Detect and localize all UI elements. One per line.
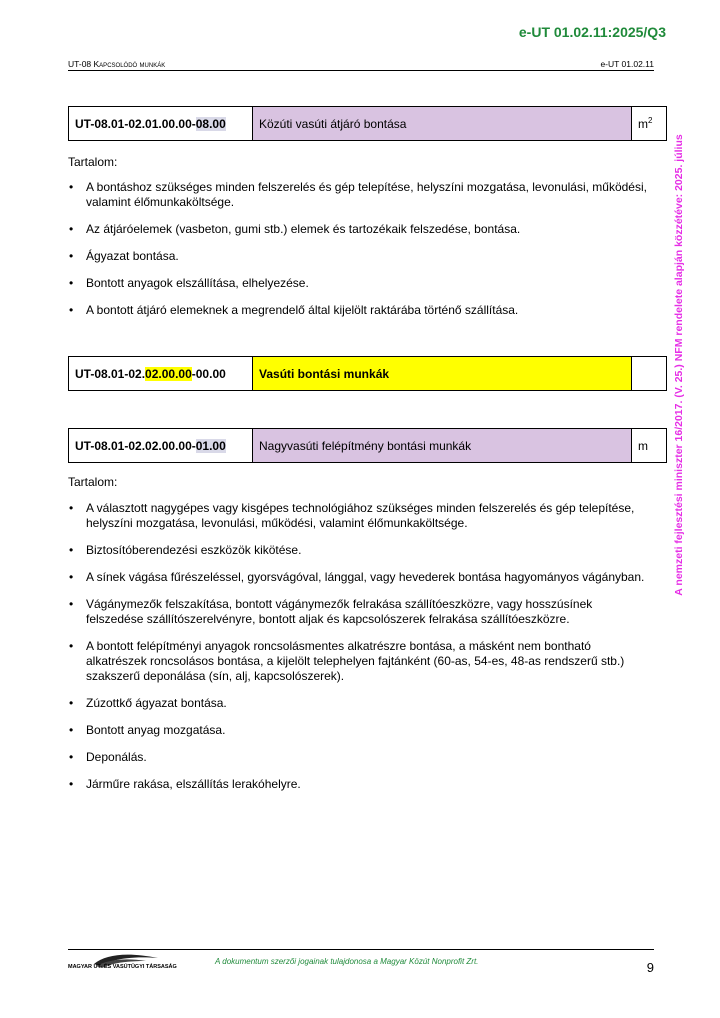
list-item: • Zúzottkő ágyazat bontása. [68,696,648,711]
list-item: • Biztosítóberendezési eszközök kikötése. [68,543,648,558]
footer-rule [68,949,654,950]
content-label: Tartalom: [68,155,118,169]
item-title: Közúti vasúti átjáró bontása [253,107,632,141]
item-unit: $m^2$ [632,107,667,141]
item-table-2 [68,356,667,391]
list-item: • Ágyazat bontása. [68,249,648,264]
logo-text: MAGYAR ÚT- ÉS VASÚTÜGYI TÁRSASÁG [68,964,177,970]
list-item: • A bontáshoz szükséges minden felszerelés és gép telepítése, helyszíni mozgatása, levonulási, működési, valamint élőmunkaköltsége. [68,180,648,210]
item-title: Nagyvasúti felépítmény bontási munkák [253,429,632,463]
content-label: Tartalom: [68,475,118,489]
item-unit: m [632,429,667,463]
page-number: 9 [646,960,654,975]
list-item: • Vágánymezők felszakítása, bontott vágánymezők felrakása szállítóeszközre, vagy hosszúsínek felszedése szállítószerelvényre, bontott aljak és kapcsolószerek felrakása szállítóeszközre. [68,597,648,627]
item-title: Vasúti bontási munkák [253,357,632,391]
list-item: • Az átjáróelemek (vasbeton, gumi stb.) elemek és tartozékaik felszedése, bontása. [68,222,648,237]
content-list-1 [68,180,648,330]
item-table-3 [68,428,667,463]
document-code: e-UT 01.02.11:2025/Q3 [518,24,666,40]
content-list-2 [68,501,648,804]
list-item: • A bontott felépítményi anyagok roncsolásmentes alkatrészre bontása, a másként nem bontható alkatrészek roncsolásos bontása, a kijelölt telephelyen fajtánként (60-as, 54-es, 48-as rendszerű stb.) szakszerű deponálása (sín, alj, kapcsolószerek). [68,639,648,684]
side-publication-note: A nemzeti fejlesztési miniszter 16/2017. (V. 25.) NFM rendelete alapján közzétéve: 2025. július [673,134,685,596]
item-code: UT-08.01-02.01.00.00-08.00 [69,107,253,141]
header-doc-ref: e-UT 01.02.11 [600,59,654,69]
running-header [68,59,654,71]
list-item: • Bontott anyag mozgatása. [68,723,648,738]
item-table-1 [68,106,667,141]
item-code: UT-08.01-02.02.00.00-01.00 [69,429,253,463]
header-section-title: UT-08 Kapcsolódó munkák [68,59,166,69]
list-item: • A sínek vágása fűrészeléssel, gyorsvágóval, lánggal, vagy hevederek bontása hagyományos vágányban. [68,570,648,585]
list-item: • Deponálás. [68,750,648,765]
item-unit [632,357,667,391]
list-item: • Járműre rakása, elszállítás lerakóhelyre. [68,777,648,792]
list-item: • A bontott átjáró elemeknek a megrendelő által kijelölt raktárába történő szállítása. [68,303,648,318]
company-logo-icon [66,952,161,974]
list-item: • Bontott anyagok elszállítása, elhelyezése. [68,276,648,291]
list-item: • A választott nagygépes vagy kisgépes technológiához szükséges minden felszerelés és gép telepítése, helyszíni mozgatása, levonulási, működési, valamint élőmunkaköltsége. [68,501,648,531]
item-code: UT-08.01-02.02.00.00-00.00 [69,357,253,391]
copyright-notice: A dokumentum szerzői jogainak tulajdonosa a Magyar Közút Nonprofit Zrt. [215,957,479,966]
